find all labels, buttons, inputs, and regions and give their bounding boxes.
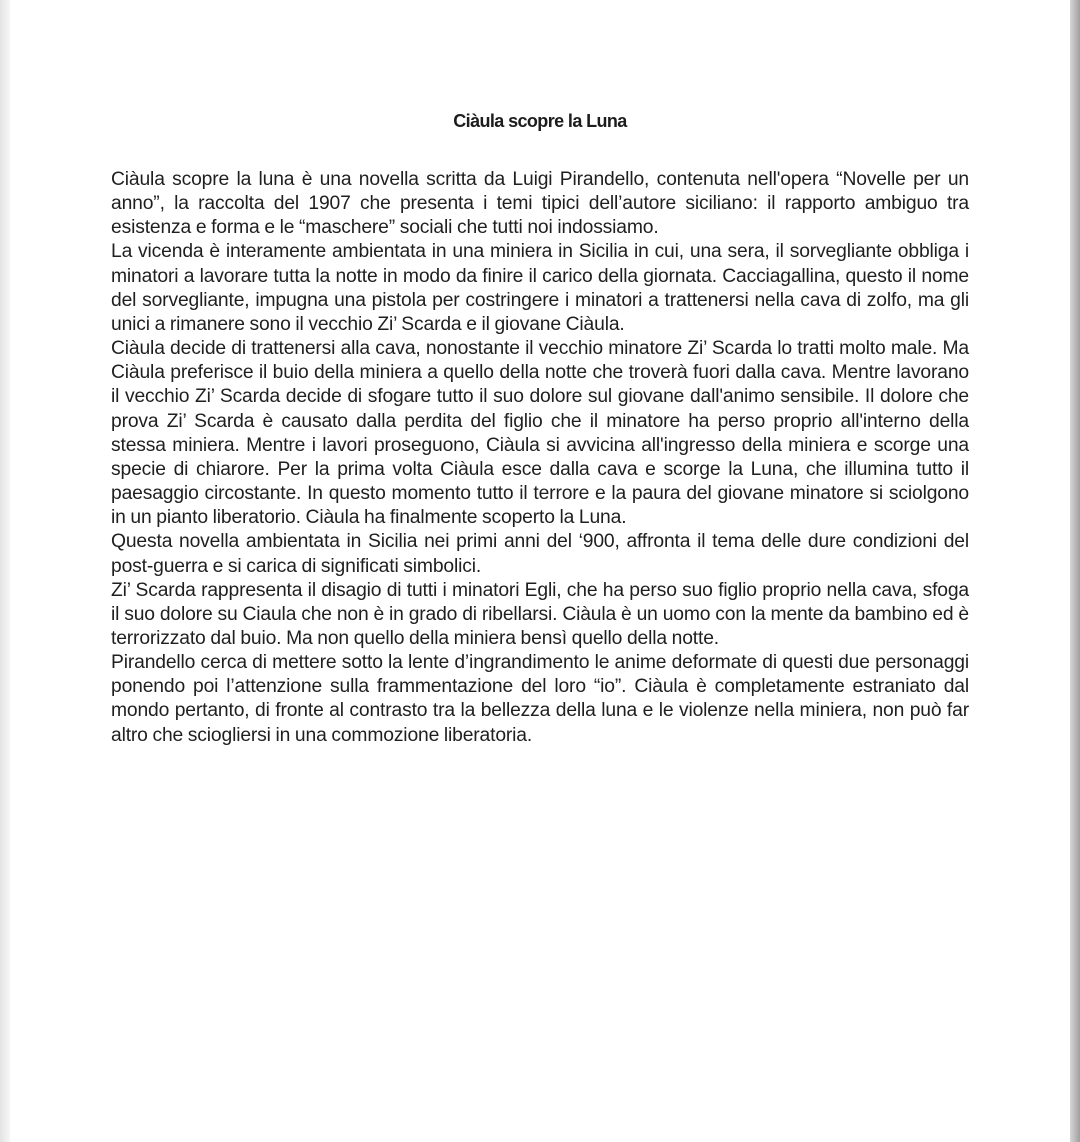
document-body (111, 168, 969, 748)
paragraph-setting: La vicenda è interamente ambientata in una miniera in Sicilia in cui, una sera, il sorvegliante obbliga i minatori a lavorare tutta la notte in modo da finire il carico della giornata. Cacciagallina, questo il nome del sorvegliante, impugna una pistola per costringere i minatori a trattenersi nella cava di zolfo, ma gli unici a rimanere sono il vecchio Zi’ Scarda e il giovane Ciàula. (111, 241, 969, 335)
paragraph-conclusion: Pirandello cerca di mettere sotto la lente d’ingrandimento le anime deformate di questi due personaggi ponendo poi l’attenzione sulla frammentazione del loro “io”. Ciàula è completamente estraniato dal mondo pertanto, di fronte al contrasto tra la bellezza della luna e le violenze nella miniera, non può far altro che sciogliersi in una commozione liberatoria. (111, 652, 969, 746)
page-left-edge (0, 0, 10, 1142)
paragraph-characters: Zi’ Scarda rappresenta il disagio di tutti i minatori Egli, che ha perso suo figlio proprio nella cava, sfoga il suo dolore su Ciaula che non è in grado di ribellarsi. Ciàula è un uomo con la mente da bambino ed è terrorizzato dal buio. Ma non quello della miniera bensì quello della notte. (111, 579, 969, 649)
paragraph-plot: Ciàula decide di trattenersi alla cava, nonostante il vecchio minatore Zi’ Scarda lo tratti molto male. Ma Ciàula preferisce il buio della miniera a quello della notte che troverà fuori dalla cava. Mentre lavorano il vecchio Zi’ Scarda decide di sfogare tutto il suo dolore sul giovane dall'animo sensibile. Il dolore che prova Zi’ Scarda è causato dalla perdita del figlio che il minatore ha perso proprio all'interno della stessa miniera. Mentre i lavori proseguono, Ciàula si avvicina all'ingresso della miniera e scorge una specie di chiarore. Per la prima volta Ciàula esce dalla cava e scorge la Luna, che illumina tutto il paesaggio circostante. In questo momento tutto il terrore e la paura del giovane minatore si sciolgono in un pianto liberatorio. Ciàula ha finalmente scoperto la Luna. (111, 338, 969, 529)
paragraph-theme: Questa novella ambientata in Sicilia nei primi anni del ‘900, affronta il tema delle dure condizioni del post-guerra e si carica di significati simbolici. (111, 531, 969, 577)
page-right-edge (1070, 0, 1080, 1142)
paragraph-intro: Ciàula scopre la luna è una novella scritta da Luigi Pirandello, contenuta nell'opera “Novelle per un anno”, la raccolta del 1907 che presenta i temi tipici dell’autore siciliano: il rapporto ambiguo tra esistenza e forma e le “maschere” sociali che tutti noi indossiamo. (111, 169, 969, 239)
document-title: Ciàula scopre la Luna (453, 111, 627, 131)
